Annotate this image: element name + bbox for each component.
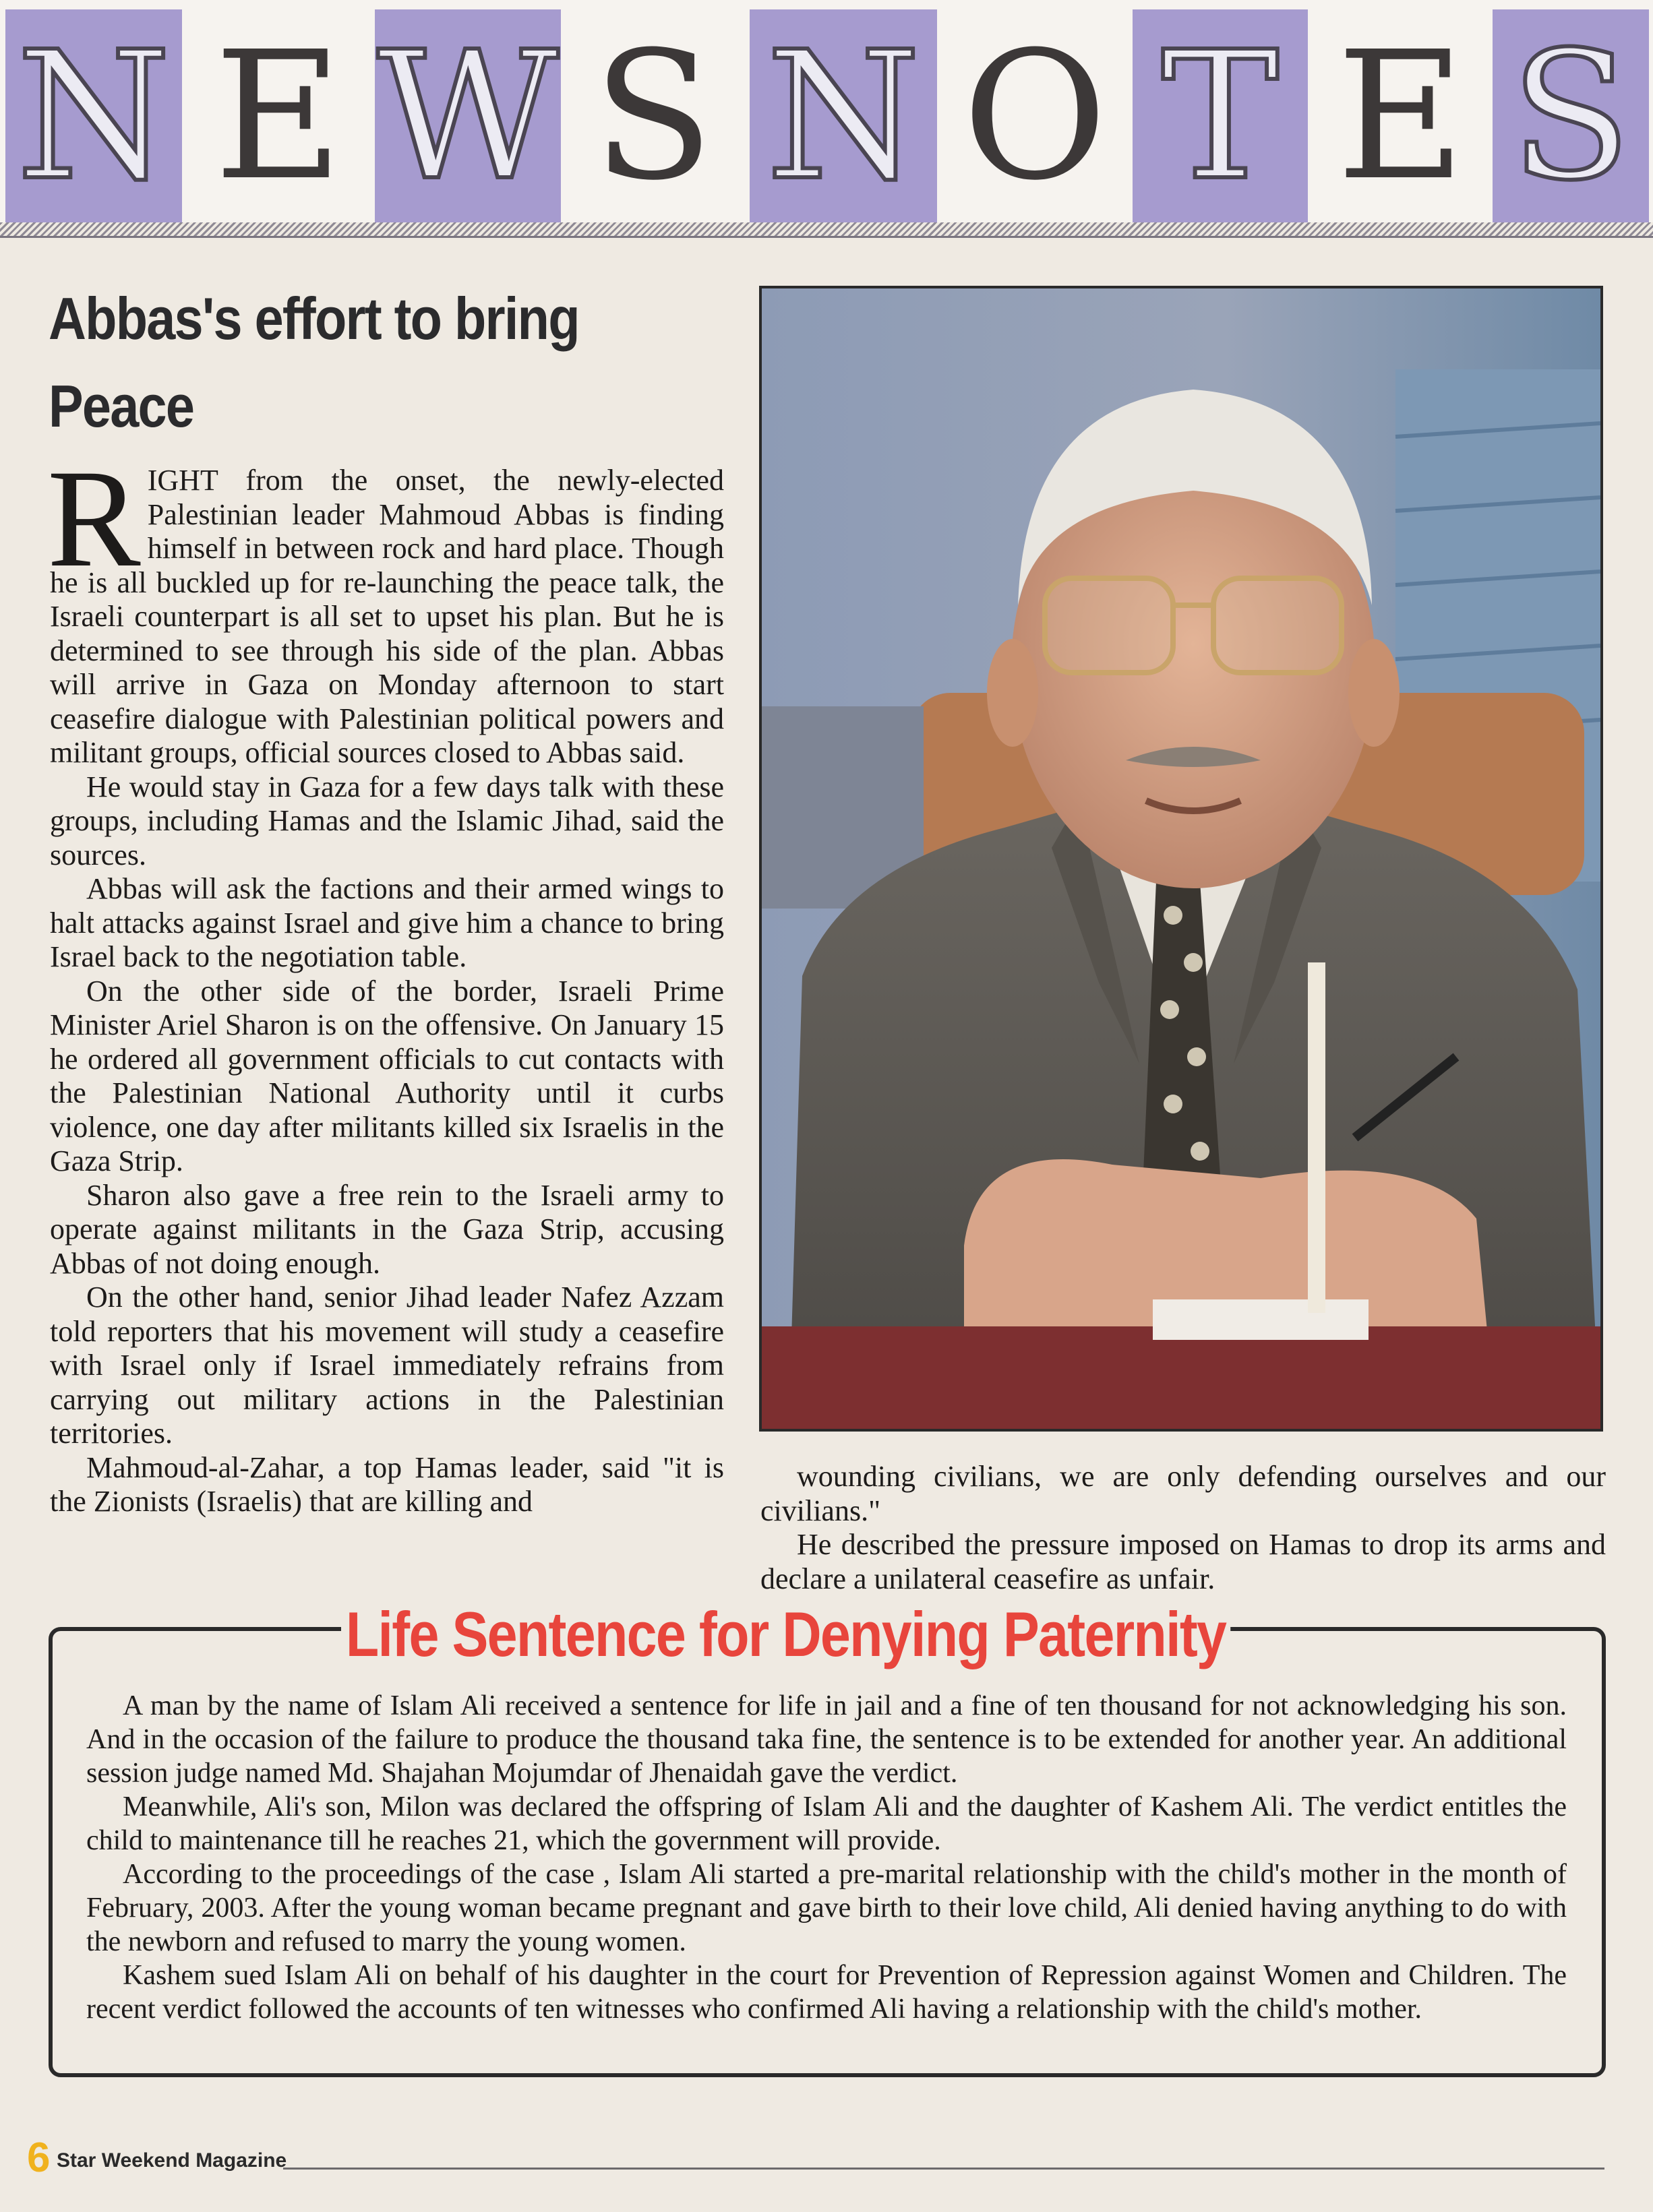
article-paragraph: He described the pressure imposed on Hamas to drop its arms and declare a unilateral ceasefire as unfair. (760, 1528, 1606, 1595)
article-paragraph: On the other hand, senior Jihad leader Nafez Azzam told reporters that his movement will study a ceasefire with Israel only if Israel immediately refrains from carrying out military actions in the Palestinian territories. (50, 1281, 724, 1450)
page-footer (27, 2134, 1604, 2181)
article-paragraph: Abbas will ask the factions and their armed wings to halt attacks against Israel and give him a chance to bring Israel back to the negotiation table. (50, 872, 724, 973)
masthead-letter-tile (570, 9, 736, 224)
page-number: 6 (27, 2134, 51, 2181)
masthead-letter-tile (1133, 9, 1308, 224)
footer-rule (283, 2168, 1604, 2170)
article-paragraph: On the other side of the border, Israeli Prime Minister Ariel Sharon is on the offensive. On January 15 he ordered all government officials to cut contacts with the Palestinian National Authority until it curbs violence, one day after militants killed six Israelis in the Gaza Strip. (50, 974, 724, 1177)
box-article-body (86, 1689, 1567, 2026)
masthead-letter: N (16, 13, 171, 219)
masthead-letter-tile (946, 9, 1123, 224)
article-paragraph: Kashem sued Islam Ali on behalf of his daughter in the court for Prevention of Repression against Women and Children. The recent verdict followed the accounts of ten witnesses who confirmed Ali having a relationship with the child's mother. (86, 1960, 1567, 2025)
article-paragraph: Meanwhile, Ali's son, Milon was declared the offspring of Islam Ali and the daughter of Kashem Ali. The verdict entitles the child to maintenance till he reaches 21, which the government will provide. (86, 1791, 1567, 1856)
masthead-letter-tile (1493, 9, 1649, 224)
article-paragraph: wounding civilians, we are only defending ourselves and our civilians." (760, 1460, 1606, 1527)
masthead-letter: T (1161, 13, 1280, 219)
masthead-letter: S (593, 13, 714, 219)
masthead-letter-tile (750, 9, 937, 224)
article-headline: Abbas's effort to bring Peace (49, 285, 579, 439)
masthead-letter: O (962, 13, 1108, 219)
drop-cap: R (47, 441, 141, 596)
article-photo (759, 286, 1603, 1432)
article-paragraph: Mahmoud-al-Zahar, a top Hamas leader, said "it is the Zionists (Israelis) that are killing and (50, 1450, 724, 1518)
masthead-letter-tile (1319, 9, 1483, 224)
article-paragraph: He would stay in Gaza for a few days talk with these groups, including Hamas and the Islamic Jihad, said the sources. (50, 770, 724, 871)
article-continued-column (760, 1460, 1606, 1596)
masthead-hatch-divider (0, 222, 1653, 238)
masthead-letter-tile (5, 9, 182, 224)
article-paragraph: According to the proceedings of the case , Islam Ali started a pre-marital relationship with the child's mother in the month of February, 2003. After the young woman became pregnant and gave birth to their love child, Ali denied having anything to do with the newborn and refused to marry the young women. (86, 1859, 1567, 1957)
masthead-letter-tile (375, 9, 561, 224)
masthead-letter: S (1510, 13, 1631, 219)
article-paragraph (47, 441, 724, 770)
masthead-letter: W (377, 13, 559, 219)
masthead-letter: E (214, 13, 343, 219)
masthead (0, 0, 1653, 222)
article-paragraph: Sharon also gave a free rein to the Israeli army to operate against militants in the Gaza Strip, accusing Abbas of not doing enough. (50, 1178, 724, 1280)
article-left-column (47, 441, 724, 1519)
portrait-illustration (762, 288, 1600, 1429)
box-article-title: Life Sentence for Denying Paternity (341, 1597, 1230, 1671)
article-paragraph-text: IGHT from the onset, the newly-elected Palestinian leader Mahmoud Abbas is finding himself in between rock and hard place. Though he is all buckled up for re-launching the peace talk, the Israeli counterpart is all set to upset his plan. But he is determined to see through his side of the plan. Abbas will arrive in Gaza on Monday afternoon to start ceasefire dialogue with Palestinian political powers and militant groups, official sources closed to Abbas said. (50, 464, 724, 769)
article-paragraph: A man by the name of Islam Ali received a sentence for life in jail and a fine of ten thousand for not acknowledging his son. And in the occasion of the failure to produce the thousand taka fine, the sentence is to be extended for another year. An additional session judge named Md. Shajahan Mojumdar of Jhenaidah gave the verdict. (86, 1690, 1567, 1789)
masthead-letter: N (766, 13, 921, 219)
publication-name: Star Weekend Magazine (57, 2149, 287, 2172)
masthead-letter-tile (196, 9, 361, 224)
masthead-letter: E (1336, 13, 1466, 219)
